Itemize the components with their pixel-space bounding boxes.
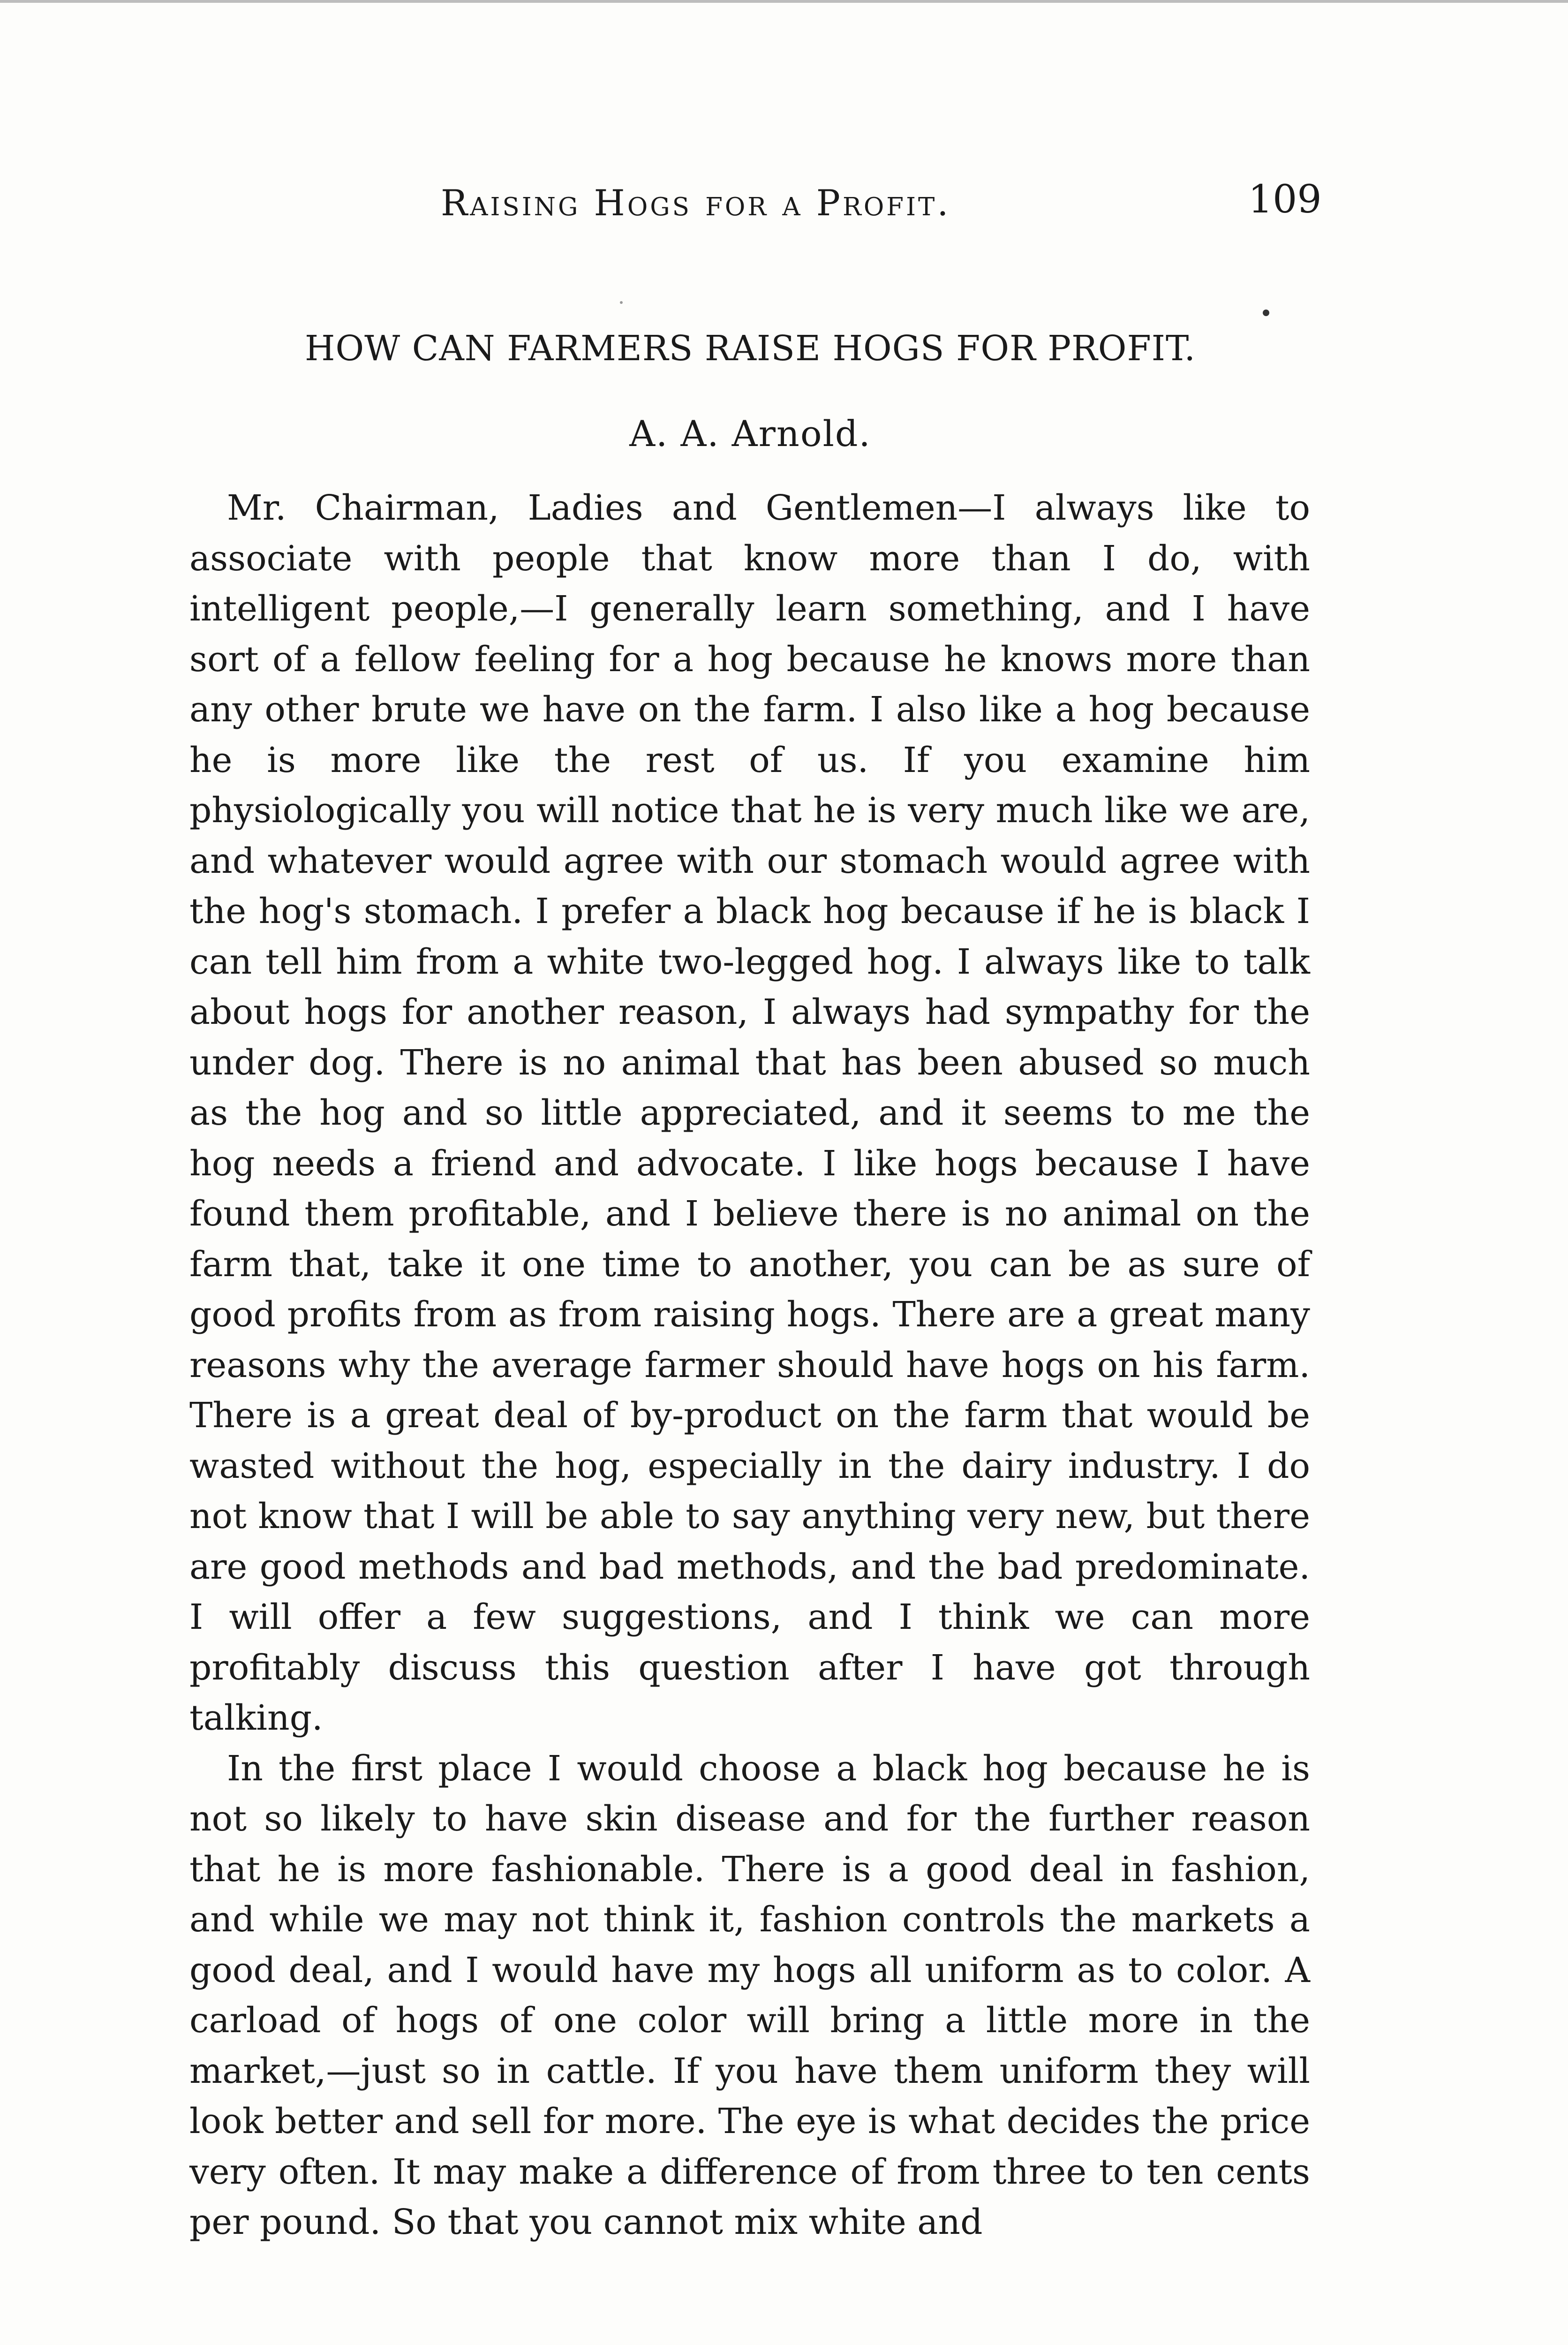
article-body	[189, 483, 1310, 2248]
ink-speck	[620, 301, 623, 304]
page-number: 109	[1248, 177, 1322, 222]
body-paragraph: In the first place I would choose a black hog because he is not so likely to have skin disease and for the further reason that he is more fashionable. There is a good deal in fashion, and while we may not think it, fashion controls the markets a good deal, and I would have my hogs all uniform as to color. A carload of hogs of one color will bring a little more in the market,—just so in cattle. If you have them uniform they will look better and sell for more. The eye is what decides the price very often. It may make a difference of from three to ten cents per pound. So that you cannot mix white and	[189, 1748, 1310, 2242]
running-head: Raising Hogs for a Profit.	[441, 182, 951, 224]
article-author: A. A. Arnold.	[629, 413, 871, 454]
article-title: HOW CAN FARMERS RAISE HOGS FOR PROFIT.	[304, 328, 1196, 369]
ink-speck	[1263, 310, 1269, 316]
body-paragraph: Mr. Chairman, Ladies and Gentlemen—I always like to associate with people that know more than I do, with intelligent people,—I generally learn something, and I have sort of a fellow feeling for a hog because he knows more than any other brute we have on the farm. I also like a hog because he is more like the rest of us. If you examine him physiologically you will notice that he is very much like we are, and whatever would agree with our stomach would agree with the hog's stomach. I prefer a black hog because if he is black I can tell him from a white two-legged hog. I always like to talk about hogs for another reason, I always had sympathy for the under dog. There is no animal that has been abused so much as the hog and so little appreciated, and it seems to me the hog needs a friend and advocate. I like hogs because I have found them profitable, and I believe there is no animal on the farm that, take it one time to another, you can be as sure of good profits from as from raising hogs. There are a great many reasons why the average farmer should have hogs on his farm. There is a great deal of by-product on the farm that would be wasted without the hog, especially in the dairy industry. I do not know that I will be able to say anything very new, but there are good methods and bad methods, and the bad predominate. I will offer a few suggestions, and I think we can more profitably discuss this question after I have got through talking.	[189, 488, 1310, 1738]
top-edge-rule	[0, 0, 1568, 3]
